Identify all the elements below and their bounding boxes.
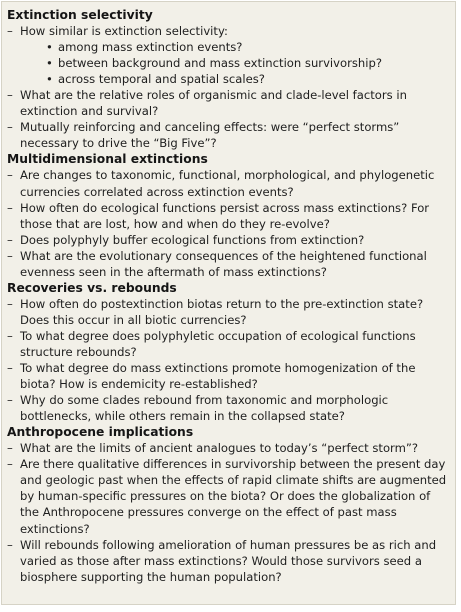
question-item: – Does polyphyly buffer ecological functions from extinction?: [7, 232, 451, 248]
section-recoveries-vs-rebounds: [7, 280, 451, 424]
sub-question-item: • across temporal and spatial scales?: [20, 71, 451, 87]
section-anthropocene-implications: [7, 424, 451, 584]
section-multidimensional-extinctions: [7, 151, 451, 279]
question-item: – Will rebounds following amelioration of human pressures be as rich and varied as those after mass extinctions? Would those survivors seed a biosphere supporting the human population?: [7, 537, 451, 585]
question-item: – Are there qualitative differences in survivorship between the present day and geologic past when the effects of rapid climate shifts are augmented by human-specific pressures on the biota? Or does the globalization of the Anthropocene pressures converge on the effect of past mass extinctions?: [7, 456, 451, 536]
sub-question-item: • among mass extinction events?: [20, 39, 451, 55]
question-list: [7, 167, 451, 279]
question-item: – What are the relative roles of organismic and clade-level factors in extinction and survival?: [7, 87, 451, 119]
question-list: [7, 440, 451, 584]
question-list: [7, 296, 451, 424]
question-list: [7, 23, 451, 151]
question-item: – What are the evolutionary consequences of the heightened functional evenness seen in the aftermath of mass extinctions?: [7, 248, 451, 280]
question-item: – To what degree do mass extinctions promote homogenization of the biota? How is endemicity re-established?: [7, 360, 451, 392]
question-item: – Why do some clades rebound from taxonomic and morphologic bottlenecks, while others remain in the collapsed state?: [7, 392, 451, 424]
question-item: – Are changes to taxonomic, functional, morphological, and phylogenetic currencies correlated across extinction events?: [7, 167, 451, 199]
section-extinction-selectivity: [7, 7, 451, 151]
sub-question-list: [20, 39, 451, 87]
section-heading: Extinction selectivity: [7, 8, 153, 22]
section-heading: Multidimensional extinctions: [7, 152, 208, 167]
question-item: – How often do ecological functions persist across mass extinctions? For those that are lost, how and when do they re-evolve?: [7, 200, 451, 232]
sub-question-item: • between background and mass extinction survivorship?: [20, 55, 451, 71]
question-item: – Mutually reinforcing and canceling effects: were “perfect storms” necessary to drive the “Big Five”?: [7, 119, 451, 151]
question-text: How similar is extinction selectivity:: [20, 24, 228, 39]
questions-box: [1, 1, 456, 605]
question-item: [7, 23, 451, 87]
question-item: – To what degree does polyphyletic occupation of ecological functions structure rebounds?: [7, 328, 451, 360]
question-item: – What are the limits of ancient analogues to today’s “perfect storm”?: [7, 440, 451, 456]
section-heading: Recoveries vs. rebounds: [7, 280, 177, 295]
section-heading: Anthropocene implications: [7, 425, 194, 440]
question-item: – How often do postextinction biotas return to the pre-extinction state? Does this occur in all biotic currencies?: [7, 296, 451, 328]
